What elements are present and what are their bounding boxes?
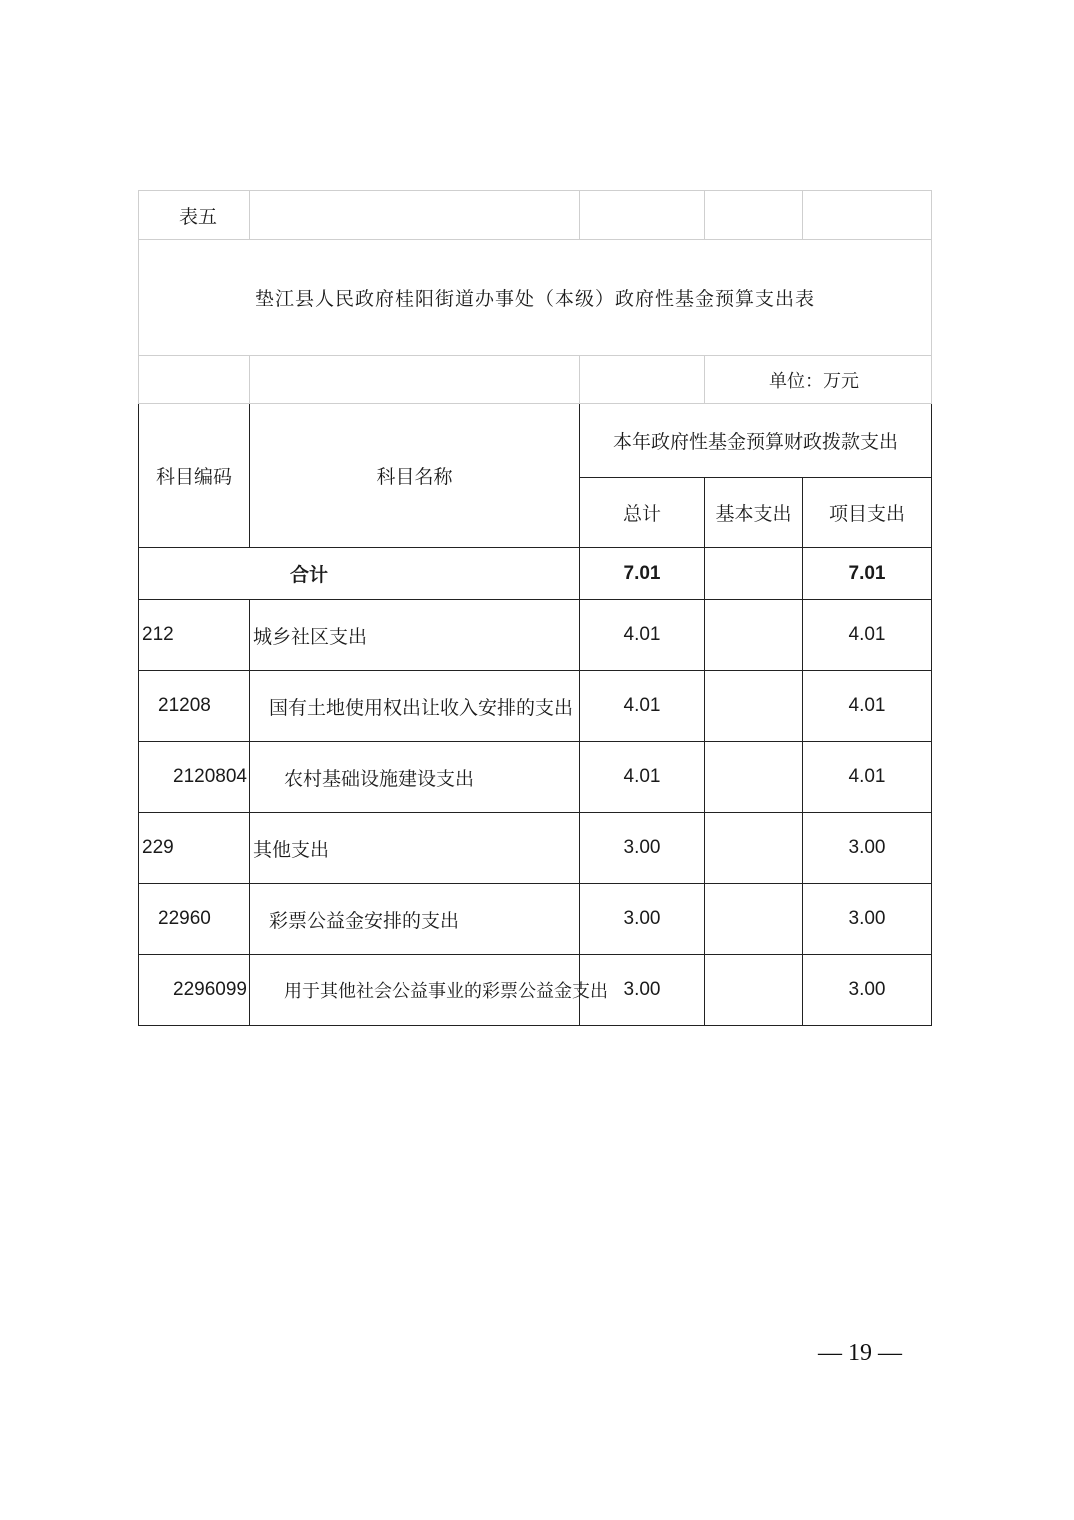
row-total: 4.01 xyxy=(580,671,705,742)
row-project: 3.00 xyxy=(803,884,932,955)
table-row xyxy=(139,671,932,742)
row-name: 国有土地使用权出让收入安排的支出 xyxy=(250,671,580,742)
row-project: 3.00 xyxy=(803,955,932,1026)
summary-label: 合计 xyxy=(139,548,580,600)
table-row xyxy=(139,955,932,1026)
row-project: 3.00 xyxy=(803,813,932,884)
row-project: 4.01 xyxy=(803,742,932,813)
page-number: — 19 — xyxy=(818,1340,902,1366)
header-total: 总计 xyxy=(580,478,705,548)
summary-row xyxy=(139,548,932,600)
row-basic xyxy=(705,884,803,955)
header-row-1 xyxy=(139,404,932,478)
row-code: 22960 xyxy=(139,884,250,955)
row-name: 其他支出 xyxy=(250,813,580,884)
row-basic xyxy=(705,813,803,884)
row-name: 用于其他社会公益事业的彩票公益金支出 xyxy=(250,955,580,1026)
row-project: 4.01 xyxy=(803,600,932,671)
row-code: 2296099 xyxy=(139,955,250,1026)
table-row xyxy=(139,884,932,955)
row-total: 3.00 xyxy=(580,955,705,1026)
summary-basic xyxy=(705,548,803,600)
row-name: 彩票公益金安排的支出 xyxy=(250,884,580,955)
budget-table xyxy=(138,190,932,1026)
table-row xyxy=(139,813,932,884)
unit-label: 单位：万元 xyxy=(705,356,932,404)
row-name: 城乡社区支出 xyxy=(250,600,580,671)
summary-total: 7.01 xyxy=(580,548,705,600)
table-row xyxy=(139,742,932,813)
summary-project: 7.01 xyxy=(803,548,932,600)
header-group: 本年政府性基金预算财政拨款支出 xyxy=(580,404,932,478)
row-code: 229 xyxy=(139,813,250,884)
row-total: 4.01 xyxy=(580,600,705,671)
unit-row xyxy=(139,356,932,404)
row-code: 212 xyxy=(139,600,250,671)
table-row xyxy=(139,600,932,671)
title-row xyxy=(139,240,932,356)
row-code: 21208 xyxy=(139,671,250,742)
header-project: 项目支出 xyxy=(803,478,932,548)
row-total: 4.01 xyxy=(580,742,705,813)
page-title: 垫江县人民政府桂阳街道办事处（本级）政府性基金预算支出表 xyxy=(139,240,932,356)
header-basic: 基本支出 xyxy=(705,478,803,548)
row-total: 3.00 xyxy=(580,884,705,955)
row-basic xyxy=(705,671,803,742)
header-code: 科目编码 xyxy=(139,404,250,548)
row-total: 3.00 xyxy=(580,813,705,884)
row-code: 2120804 xyxy=(139,742,250,813)
row-name: 农村基础设施建设支出 xyxy=(250,742,580,813)
row-basic xyxy=(705,742,803,813)
header-name: 科目名称 xyxy=(250,404,580,548)
row-basic xyxy=(705,600,803,671)
table-label: 表五 xyxy=(139,191,250,240)
row-basic xyxy=(705,955,803,1026)
row-project: 4.01 xyxy=(803,671,932,742)
label-row xyxy=(139,191,932,240)
